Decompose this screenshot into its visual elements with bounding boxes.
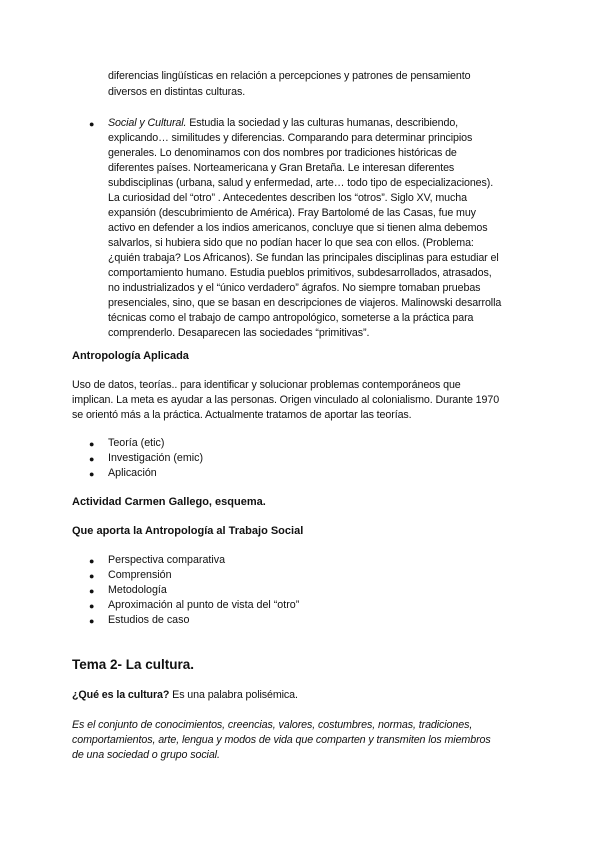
bullet-icon: ● [89, 454, 95, 464]
social-cultural-line-11: comportamiento humano. Estudia pueblos primitivos, subdesarrollados, atrasados, [108, 267, 492, 279]
tema2-question-bold: ¿Qué es la cultura? [72, 689, 170, 701]
aplicada-paragraph-line-1: Uso de datos, teorías.. para identificar y solucionar problemas contemporáneos que [72, 379, 461, 391]
social-cultural-line-6: La curiosidad del “otro” . Antecedentes describen los “otros”. Siglo XV, mucha [108, 192, 467, 204]
social-cultural-line-9: salvarlos, si hubiera sido que no podían hacer lo que sea con ellos. (Problema: [108, 237, 474, 249]
continuation-line-2: diversos en distintas culturas. [108, 86, 246, 98]
social-cultural-line-8: activo en defender a los indios americanos, concluye que si tienen alma debemos [108, 222, 488, 234]
list-item: Estudios de caso [108, 614, 190, 626]
bullet-icon: ● [89, 469, 95, 479]
tema2-definition-line-2: comportamientos, arte, lengua y modos de vida que comparten y transmiten los miembros [72, 734, 491, 746]
social-cultural-line-13: presenciales, sino, que se basan en descripciones de viajeros. Malinowski desarrolla [108, 297, 502, 309]
continuation-line-1: diferencias lingüísticas en relación a percepciones y patrones de pensamiento [108, 70, 471, 82]
bullet-icon: ● [89, 601, 95, 611]
social-cultural-line-15: comprenderlo. Desaparecen las sociedades “primitivas”. [108, 327, 370, 339]
social-cultural-line-1 [108, 116, 458, 131]
list-item: Comprensión [108, 569, 172, 581]
tema2-definition-line-3: de una sociedad o grupo social. [72, 749, 220, 761]
social-cultural-line-10: ¿quién trabaja? Los Africanos). Se fundan las principales disciplinas para estudiar el [108, 252, 499, 264]
social-cultural-line-14: técnicas como el trabajo de campo antropológico, someterse a la práctica para [108, 312, 474, 324]
social-cultural-line-7: expansión (descubrimiento de América). Fray Bartolomé de las Casas, fue muy [108, 207, 476, 219]
list-item: Aplicación [108, 467, 157, 479]
aplicada-paragraph-line-2: implican. La meta es ayudar a las personas. Origen vinculado al colonialismo. Durante 1970 [72, 394, 500, 406]
social-cultural-line-12: no industrializados y el “único verdadero” ágrafos. No siempre tomaban pruebas [108, 282, 481, 294]
social-cultural-line-2: explicando… similitudes y diferencias. Comparando para determinar principios [108, 132, 473, 144]
tema2-question [72, 688, 298, 703]
bullet-icon: ● [89, 571, 95, 581]
aplicada-heading: Antropología Aplicada [72, 350, 189, 362]
bullet-icon: ● [89, 439, 95, 449]
aplicada-paragraph-line-3: se orientó más a la práctica. Actualmente tratamos de aportar las teorías. [72, 409, 412, 421]
social-cultural-line-3: generales. Lo denominamos con dos nombres por tradiciones históricas de [108, 147, 457, 159]
bullet-icon: ● [89, 119, 95, 129]
actividad-heading: Actividad Carmen Gallego, esquema. [72, 496, 266, 508]
list-item: Aproximación al punto de vista del “otro” [108, 599, 300, 611]
tema2-question-rest: Es una palabra polisémica. [169, 689, 298, 701]
social-cultural-line-5: subdisciplinas (urbana, salud y enfermedad, arte… todo tipo de especializaciones). [108, 177, 494, 189]
bullet-icon: ● [89, 586, 95, 596]
tema2-definition-line-1: Es el conjunto de conocimientos, creencias, valores, costumbres, normas, tradiciones, [72, 719, 473, 731]
tema2-title: Tema 2- La cultura. [72, 657, 195, 672]
social-cultural-term: Social y Cultural. [108, 117, 187, 129]
list-item: Perspectiva comparativa [108, 554, 226, 566]
social-cultural-line-4: diferentes países. Norteamericana y Gran Bretaña. Le interesan diferentes [108, 162, 455, 174]
bullet-icon: ● [89, 556, 95, 566]
social-cultural-text-1: Estudia la sociedad y las culturas humanas, describiendo, [186, 117, 459, 129]
aporta-heading: Que aporta la Antropología al Trabajo Social [72, 525, 304, 537]
bullet-icon: ● [89, 616, 95, 626]
list-item: Teoría (etic) [108, 437, 165, 449]
list-item: Metodología [108, 584, 167, 596]
list-item: Investigación (emic) [108, 452, 204, 464]
